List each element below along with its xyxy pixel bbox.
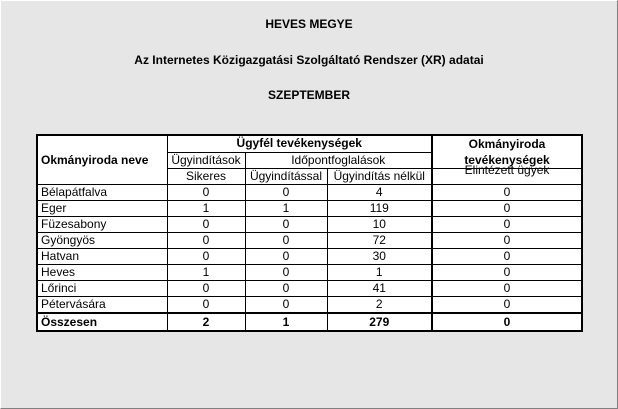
initiations-header: Ügyindítások — [167, 152, 245, 169]
without-case-cell: 72 — [327, 233, 432, 249]
without-case-cell: 119 — [327, 201, 432, 217]
successful-cell: 1 — [167, 265, 245, 281]
without-case-cell: 10 — [327, 217, 432, 233]
client-activities-header: Ügyfél tevékenységek — [167, 135, 432, 152]
table-row — [37, 249, 582, 265]
office-name-cell: Hatvan — [37, 249, 167, 265]
successful-cell: 0 — [167, 233, 245, 249]
completed-cell: 0 — [432, 201, 582, 217]
with-case-cell: 0 — [245, 249, 327, 265]
total-successful: 2 — [167, 313, 245, 331]
completed-cell: 0 — [432, 217, 582, 233]
completed-cell: 0 — [432, 297, 582, 314]
office-name-cell: Lőrinci — [37, 281, 167, 297]
office-name-cell: Bélapátfalva — [37, 185, 167, 201]
month-title: SZEPTEMBER — [267, 88, 350, 102]
completed-cell: 0 — [432, 185, 582, 201]
successful-cell: 0 — [167, 297, 245, 314]
table-row — [37, 217, 582, 233]
appointments-header: Időpontfoglalások — [245, 152, 432, 169]
without-case-cell: 30 — [327, 249, 432, 265]
table-body — [37, 185, 582, 314]
office-name-cell: Gyöngyös — [37, 233, 167, 249]
without-case-cell: 1 — [327, 265, 432, 281]
total-with-case: 1 — [245, 313, 327, 331]
county-title: HEVES MEGYE — [265, 17, 353, 31]
report-subtitle: Az Internetes Közigazgatási Szolgáltató Rendszer (XR) adatai — [134, 53, 484, 67]
table-row — [37, 281, 582, 297]
without-case-cell: 41 — [327, 281, 432, 297]
with-case-cell: 0 — [245, 297, 327, 314]
completed-cell: 0 — [432, 265, 582, 281]
table-row — [37, 185, 582, 201]
office-activities-header: Okmányiroda tevékenységek — [432, 135, 582, 169]
total-completed: 0 — [432, 313, 582, 331]
without-case-header: Ügyindítás nélkül — [327, 169, 432, 185]
office-name-cell: Füzesabony — [37, 217, 167, 233]
with-case-cell: 1 — [245, 201, 327, 217]
without-case-cell: 2 — [327, 297, 432, 314]
completed-cell: 0 — [432, 281, 582, 297]
with-case-cell: 0 — [245, 233, 327, 249]
successful-cell: 1 — [167, 201, 245, 217]
successful-cell: 0 — [167, 185, 245, 201]
successful-cell: 0 — [167, 217, 245, 233]
with-case-cell: 0 — [245, 281, 327, 297]
total-label: Összesen — [37, 313, 167, 331]
office-name-cell: Eger — [37, 201, 167, 217]
total-without-case: 279 — [327, 313, 432, 331]
completed-cell: 0 — [432, 233, 582, 249]
office-name-cell: Heves — [37, 265, 167, 281]
successful-header: Sikeres — [167, 169, 245, 185]
successful-cell: 0 — [167, 281, 245, 297]
table-row — [37, 297, 582, 314]
completed-cases-header: Elintézett ügyek — [432, 163, 582, 179]
with-case-cell: 0 — [245, 217, 327, 233]
office-name-header: Okmányiroda neve — [37, 135, 167, 185]
completed-cell: 0 — [432, 249, 582, 265]
without-case-cell: 4 — [327, 185, 432, 201]
office-name-cell: Pétervására — [37, 297, 167, 314]
successful-cell: 0 — [167, 249, 245, 265]
table-row — [37, 265, 582, 281]
statistics-table — [36, 134, 583, 332]
table-row — [37, 233, 582, 249]
with-case-header: Ügyindítással — [245, 169, 327, 185]
with-case-cell: 0 — [245, 185, 327, 201]
with-case-cell: 0 — [245, 265, 327, 281]
table-row — [37, 201, 582, 217]
